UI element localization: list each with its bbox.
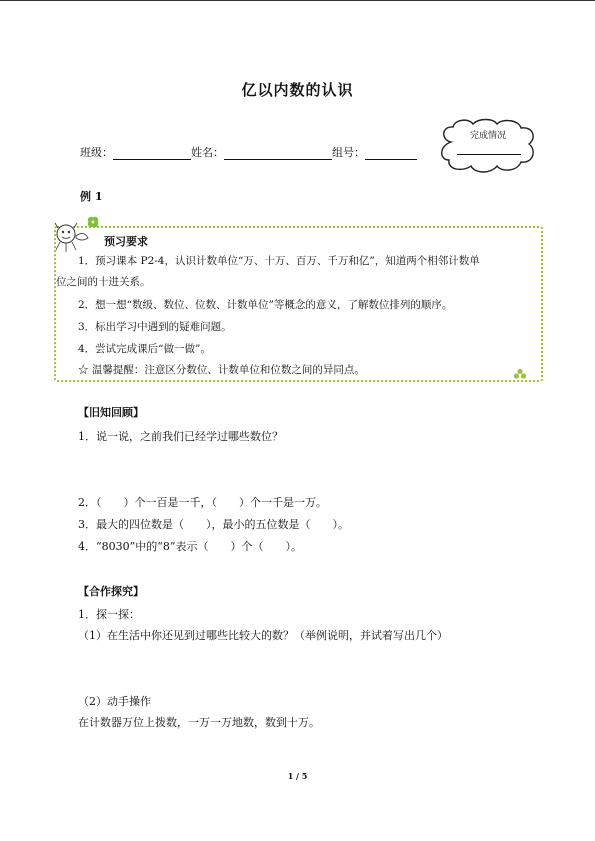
completion-badge-label: 完成情况 bbox=[469, 131, 506, 141]
review-question-2: 2．（ ）个一百是一千，（ ）个一千是一万。 bbox=[78, 496, 327, 509]
preview-title: 预习要求 bbox=[104, 235, 148, 248]
explore-question-1-1: （1）在生活中你还见到过哪些比较大的数？（举例说明，并试着写出几个） bbox=[78, 629, 448, 642]
preview-item-4: 4．尝试完成课后“做一做”。 bbox=[78, 343, 211, 355]
review-question-1: 1．说一说，之前我们已经学过哪些数位？ bbox=[78, 430, 283, 443]
explore-question-1-2: （2）动手操作 bbox=[78, 695, 151, 708]
explore-question-1: 1．探一探： bbox=[78, 608, 140, 621]
preview-item-3: 3．标出学习中遇到的疑难问题。 bbox=[78, 321, 232, 333]
page-number: 1 / 5 bbox=[287, 771, 308, 781]
flower-icon bbox=[513, 368, 527, 382]
leaf-icon bbox=[86, 215, 100, 229]
top-rule bbox=[0, 0, 595, 1]
name-field[interactable] bbox=[224, 147, 332, 160]
review-question-3: 3．最大的四位数是（ ），最小的五位数是（ ）。 bbox=[78, 518, 349, 531]
preview-item-1: 1．预习课本 P2-4，认识计数单位“万、十万、百万、千万和亿”，知道两个相邻计数单 bbox=[78, 255, 480, 267]
name-label: 姓名： bbox=[191, 146, 224, 159]
review-heading: 【旧知回顾】 bbox=[78, 406, 144, 419]
cloud-badge-icon bbox=[437, 118, 539, 174]
explore-question-1-2-desc: 在计数器万位上拨数，一万一万地数，数到十万。 bbox=[78, 716, 320, 729]
student-info-row bbox=[80, 144, 417, 160]
completion-badge bbox=[437, 118, 539, 174]
class-field[interactable] bbox=[113, 147, 191, 160]
explore-heading: 【合作探究】 bbox=[78, 585, 144, 598]
preview-item-1-cont: 位之间的十进关系。 bbox=[56, 276, 151, 288]
review-question-4: 4．“8030”中的“8”表示（ ）个（ ）。 bbox=[78, 540, 302, 553]
example-label: 例 1 bbox=[80, 190, 103, 203]
class-label: 班级： bbox=[80, 146, 113, 159]
completion-badge-line bbox=[457, 154, 521, 155]
preview-tip: ☆ 温馨提醒：注意区分数位、计数单位和位数之间的异同点。 bbox=[78, 364, 365, 376]
group-label: 组号： bbox=[332, 146, 365, 159]
page-title: 亿以内数的认识 bbox=[241, 81, 354, 99]
group-field[interactable] bbox=[365, 147, 417, 160]
preview-item-2: 2．想一想“数级、数位、位数、计数单位”等概念的意义，了解数位排列的顺序。 bbox=[78, 299, 453, 311]
